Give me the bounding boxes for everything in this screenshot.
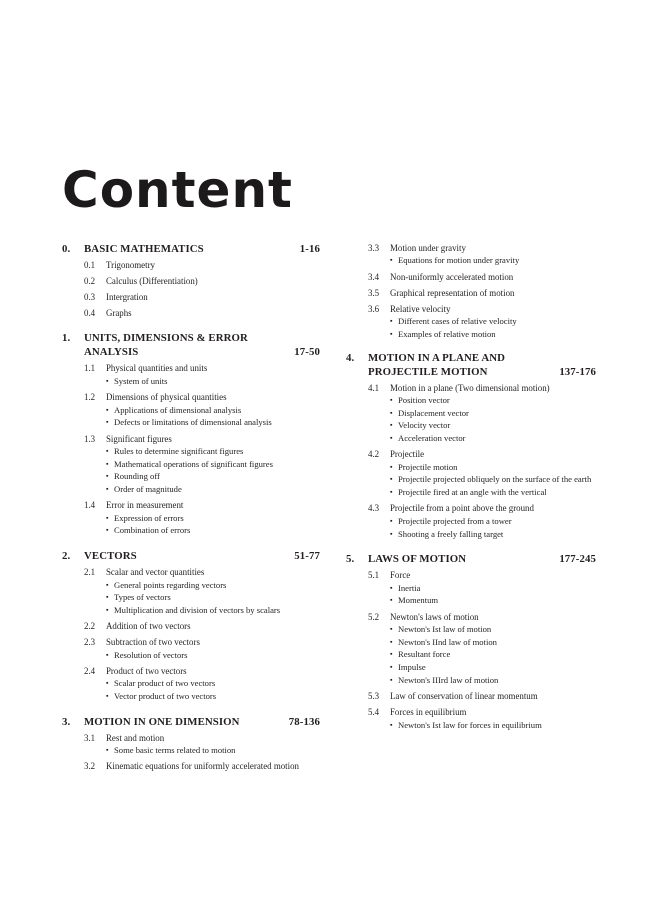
toc-section-row: [84, 760, 320, 772]
chapter-heading: [62, 715, 320, 729]
section-number: 4.3: [368, 503, 380, 514]
chapter-title: [62, 715, 283, 729]
toc-section: [368, 502, 596, 540]
section-bullet-list: [390, 461, 596, 499]
subtopic-item: [106, 690, 320, 703]
subtopic-item: [106, 375, 320, 388]
subtopic-item: [390, 594, 596, 607]
section-bullet-list: [390, 254, 596, 267]
toc-section: [368, 287, 596, 299]
chapter-title: [62, 331, 288, 359]
toc-section-row: [368, 569, 596, 581]
toc-section: [84, 566, 320, 617]
toc-section-row: [368, 303, 596, 315]
bullet-dot-icon: ▪: [106, 459, 109, 468]
subtopic-text: Mathematical operations of significant figures: [114, 458, 273, 469]
chapter-title-text: MOTION IN ONE DIMENSION: [84, 715, 240, 728]
toc-section-row: [368, 382, 596, 394]
chapter-heading: [62, 242, 320, 256]
section-number: 2.3: [84, 637, 96, 648]
subtopic-item: [106, 404, 320, 417]
section-title: Calculus (Differentiation): [106, 276, 198, 286]
chapter-page-range: 17-50: [294, 346, 320, 359]
section-number: 5.3: [368, 691, 380, 702]
section-number: 5.1: [368, 570, 380, 581]
section-title: Motion under gravity: [390, 243, 466, 253]
bullet-dot-icon: ▪: [390, 637, 393, 646]
subtopic-text: Expression of errors: [114, 512, 184, 523]
bullet-dot-icon: ▪: [390, 395, 393, 404]
toc-chapter: [62, 242, 320, 319]
section-number: 0.4: [84, 308, 96, 318]
bullet-dot-icon: ▪: [390, 421, 393, 430]
toc-section: [84, 391, 320, 429]
section-title: Non-uniformly accelerated motion: [390, 271, 514, 282]
section-number: 1.4: [84, 500, 96, 511]
section-number: 3.4: [368, 271, 380, 282]
subtopic-text: Resultant force: [398, 649, 451, 660]
page-title: Content: [62, 161, 293, 219]
chapter-title-text: MOTION IN A PLANE AND: [368, 351, 506, 364]
subtopic-text: Different cases of relative velocity: [398, 316, 517, 327]
bullet-dot-icon: ▪: [390, 329, 393, 338]
chapter-sections: [62, 732, 320, 773]
toc-section-row: [84, 499, 320, 511]
section-title: Graphical representation of motion: [390, 287, 515, 298]
section-number: 1.3: [84, 433, 96, 444]
subtopic-item: [106, 744, 320, 757]
toc-section: [368, 271, 596, 283]
section-number: 3.3: [368, 243, 380, 253]
toc-section-row: [84, 636, 320, 648]
chapter-page-range: 177-245: [559, 553, 596, 566]
subtopic-item: [390, 636, 596, 649]
bullet-dot-icon: ▪: [106, 418, 109, 427]
section-title: Subtraction of two vectors: [106, 637, 200, 648]
bullet-dot-icon: ▪: [106, 472, 109, 481]
subtopic-item: [390, 528, 596, 541]
section-title: Intergration: [106, 292, 148, 302]
toc-section: [84, 620, 320, 632]
toc-section: [84, 636, 320, 661]
subtopic-item: [106, 512, 320, 525]
section-title: Newton's laws of motion: [390, 611, 479, 622]
section-number: 4.2: [368, 449, 380, 460]
toc-section: [84, 760, 320, 772]
toc-section: [84, 307, 320, 319]
subtopic-text: Some basic terms related to motion: [114, 745, 236, 756]
bullet-dot-icon: ▪: [106, 513, 109, 522]
toc-chapter: [62, 715, 320, 773]
subtopic-item: [390, 515, 596, 528]
subtopic-item: [106, 579, 320, 592]
bullet-dot-icon: ▪: [106, 605, 109, 614]
section-number: 1.1: [84, 363, 96, 374]
subtopic-item: [390, 394, 596, 407]
bullet-dot-icon: ▪: [390, 675, 393, 684]
section-bullet-list: [106, 744, 320, 757]
bullet-dot-icon: ▪: [390, 256, 393, 265]
subtopic-item: [390, 315, 596, 328]
section-number: 3.2: [84, 761, 96, 772]
subtopic-item: [390, 432, 596, 445]
toc-section-row: [84, 620, 320, 632]
subtopic-item: [390, 719, 596, 732]
chapter-title: [62, 549, 288, 563]
subtopic-item: [106, 604, 320, 617]
subtopic-item: [390, 473, 596, 486]
section-title: Forces in equilibrium: [390, 707, 467, 718]
chapter-page-range: 78-136: [288, 715, 320, 728]
toc-section: [368, 448, 596, 499]
toc-section-row: [368, 242, 596, 254]
toc-section: [84, 732, 320, 757]
chapter-number: 5.: [346, 553, 355, 566]
toc-section: [84, 433, 320, 496]
chapter-page-range: 137-176: [559, 365, 596, 378]
subtopic-text: Newton's IInd law of motion: [398, 636, 497, 647]
chapter-heading: [62, 549, 320, 563]
section-title: Projectile from a point above the ground: [390, 503, 534, 514]
toc-section-row: [84, 362, 320, 374]
chapter-number: 3.: [62, 715, 71, 728]
subtopic-text: General points regarding vectors: [114, 579, 227, 590]
bullet-dot-icon: ▪: [390, 650, 393, 659]
section-bullet-list: [106, 579, 320, 617]
subtopic-item: [390, 407, 596, 420]
bullet-dot-icon: ▪: [390, 434, 393, 443]
section-title: Physical quantities and units: [106, 363, 208, 374]
toc-section-row: [84, 732, 320, 744]
bullet-dot-icon: ▪: [106, 526, 109, 535]
toc-chapter: [62, 331, 320, 537]
toc-section-row: [84, 391, 320, 403]
subtopic-text: Vector product of two vectors: [114, 691, 217, 702]
bullet-dot-icon: ▪: [390, 475, 393, 484]
chapter-title: [346, 552, 553, 566]
subtopic-item: [106, 591, 320, 604]
subtopic-text: Inertia: [398, 582, 421, 593]
subtopic-text: Newton's Ist law for forces in equilibrium: [398, 719, 542, 730]
bullet-dot-icon: ▪: [390, 529, 393, 538]
subtopic-item: [390, 461, 596, 474]
toc-section: [84, 291, 320, 303]
toc-section-row: [368, 287, 596, 299]
subtopic-text: Newton's Ist law of motion: [398, 624, 492, 635]
toc-section: [368, 569, 596, 607]
bullet-dot-icon: ▪: [106, 679, 109, 688]
toc-section-row: [368, 611, 596, 623]
subtopic-text: Newton's IIIrd law of motion: [398, 674, 499, 685]
chapter-sections: [62, 259, 320, 319]
chapter-number: 2.: [62, 550, 71, 563]
subtopic-text: Acceleration vector: [398, 433, 466, 444]
subtopic-text: Rounding off: [114, 471, 160, 482]
bullet-dot-icon: ▪: [390, 625, 393, 634]
section-title: Scalar and vector quantities: [106, 567, 205, 578]
chapter-title-line2: PROJECTILE MOTION: [368, 365, 488, 378]
subtopic-item: [390, 419, 596, 432]
bullet-dot-icon: ▪: [390, 583, 393, 592]
section-title: Force: [390, 570, 411, 581]
toc-section-row: [368, 690, 596, 702]
section-number: 0.3: [84, 292, 96, 302]
subtopic-item: [390, 582, 596, 595]
toc-section-row: [368, 271, 596, 283]
subtopic-item: [390, 661, 596, 674]
subtopic-text: Projectile projected from a tower: [398, 515, 512, 526]
bullet-dot-icon: ▪: [106, 746, 109, 755]
section-title: Dimensions of physical quantities: [106, 392, 227, 403]
subtopic-item: [106, 470, 320, 483]
section-title: Trigonometry: [106, 260, 155, 270]
subtopic-item: [390, 486, 596, 499]
subtopic-text: Momentum: [398, 595, 439, 606]
toc-section-row: [368, 448, 596, 460]
section-title: Law of conservation of linear momentum: [390, 691, 538, 702]
subtopic-item: [106, 445, 320, 458]
subtopic-text: Scalar product of two vectors: [114, 678, 216, 689]
chapter-heading: [346, 351, 596, 379]
section-bullet-list: [390, 623, 596, 687]
chapter-sections: [346, 569, 596, 731]
section-bullet-list: [106, 677, 320, 702]
chapter-heading: [62, 331, 320, 359]
toc-section: [368, 382, 596, 445]
toc-section-row: [368, 502, 596, 514]
section-bullet-list: [106, 649, 320, 662]
subtopic-text: Applications of dimensional analysis: [114, 404, 242, 415]
subtopic-text: Equations for motion under gravity: [398, 255, 520, 266]
subtopic-text: Impulse: [398, 662, 426, 673]
section-bullet-list: [390, 394, 596, 445]
bullet-dot-icon: ▪: [390, 408, 393, 417]
section-bullet-list: [106, 375, 320, 388]
section-title: Product of two vectors: [106, 665, 187, 676]
chapter-title-text: LAWS OF MOTION: [368, 553, 467, 566]
toc-right-column: [346, 242, 596, 735]
bullet-dot-icon: ▪: [390, 317, 393, 326]
subtopic-text: Projectile motion: [398, 461, 458, 472]
subtopic-item: [106, 483, 320, 496]
toc-section: [368, 690, 596, 702]
toc-section-row: [368, 706, 596, 718]
subtopic-text: Order of magnitude: [114, 484, 182, 495]
toc-section: [84, 259, 320, 271]
chapter-title-line2: ANALYSIS: [84, 346, 139, 359]
subtopic-item: [106, 649, 320, 662]
chapter-sections: [62, 362, 320, 537]
subtopic-text: Resolution of vectors: [114, 649, 188, 660]
subtopic-item: [390, 623, 596, 636]
toc-section: [84, 275, 320, 287]
section-number: 2.4: [84, 665, 96, 676]
bullet-dot-icon: ▪: [390, 663, 393, 672]
section-number: 0.1: [84, 260, 96, 270]
section-bullet-list: [106, 404, 320, 429]
section-number: 3.6: [368, 303, 380, 314]
section-number: 4.1: [368, 382, 380, 393]
subtopic-text: Position vector: [398, 394, 450, 405]
subtopic-item: [390, 648, 596, 661]
chapter-title: [62, 242, 294, 256]
section-bullet-list: [106, 445, 320, 496]
subtopic-text: Multiplication and division of vectors by scalars: [114, 604, 281, 615]
bullet-dot-icon: ▪: [106, 593, 109, 602]
section-number: 3.1: [84, 732, 96, 743]
toc-chapter: [346, 552, 596, 731]
section-title: Projectile: [390, 449, 425, 460]
section-bullet-list: [390, 582, 596, 607]
section-title: Significant figures: [106, 433, 172, 444]
section-number: 3.5: [368, 287, 380, 298]
toc-section: [84, 362, 320, 387]
section-bullet-list: [106, 512, 320, 537]
chapter-title-text: VECTORS: [84, 550, 137, 563]
bullet-dot-icon: ▪: [390, 488, 393, 497]
bullet-dot-icon: ▪: [106, 485, 109, 494]
bullet-dot-icon: ▪: [106, 692, 109, 701]
toc-section-row: [84, 291, 320, 303]
chapter-title: [346, 351, 553, 379]
subtopic-item: [106, 416, 320, 429]
bullet-dot-icon: ▪: [106, 650, 109, 659]
section-bullet-list: [390, 315, 596, 340]
section-title: Addition of two vectors: [106, 621, 191, 632]
bullet-dot-icon: ▪: [106, 376, 109, 385]
subtopic-text: Rules to determine significant figures: [114, 445, 244, 456]
bullet-dot-icon: ▪: [390, 596, 393, 605]
subtopic-text: System of units: [114, 375, 168, 386]
chapter-page-range: 1-16: [299, 243, 320, 255]
chapter-number: 4.: [346, 351, 355, 364]
section-title: Relative velocity: [390, 303, 451, 314]
subtopic-text: Velocity vector: [398, 420, 451, 431]
subtopic-text: Examples of relative motion: [398, 328, 496, 339]
section-title: Error in measurement: [106, 500, 184, 511]
subtopic-text: Defects or limitations of dimensional analysis: [114, 417, 272, 428]
chapter-page-range: 51-77: [294, 550, 320, 563]
subtopic-item: [390, 254, 596, 267]
toc-chapter: [346, 351, 596, 541]
toc-section: [368, 611, 596, 687]
subtopic-text: Projectile fired at an angle with the vertical: [398, 487, 547, 498]
subtopic-text: Projectile projected obliquely on the surface of the earth: [398, 474, 592, 485]
toc-left-column: [62, 242, 320, 776]
chapter-sections: [346, 382, 596, 541]
subtopic-text: Shooting a freely falling target: [398, 528, 504, 539]
subtopic-item: [106, 524, 320, 537]
toc-section: [84, 665, 320, 703]
continued-sections: [346, 242, 596, 341]
subtopic-item: [390, 674, 596, 687]
section-bullet-list: [390, 515, 596, 540]
section-number: 2.2: [84, 621, 96, 632]
section-number: 5.4: [368, 707, 380, 718]
toc-section-row: [84, 307, 320, 319]
subtopic-item: [106, 458, 320, 471]
bullet-dot-icon: ▪: [106, 580, 109, 589]
subtopic-text: Types of vectors: [114, 592, 171, 603]
toc-section-row: [84, 259, 320, 271]
bullet-dot-icon: ▪: [390, 462, 393, 471]
subtopic-item: [390, 328, 596, 341]
toc-chapter: [62, 549, 320, 703]
section-title: Graphs: [106, 308, 132, 318]
section-number: 5.2: [368, 611, 380, 622]
toc-section-row: [84, 665, 320, 677]
toc-section: [368, 303, 596, 341]
chapter-sections: [62, 566, 320, 703]
section-number: 2.1: [84, 567, 96, 578]
section-number: 1.2: [84, 392, 96, 403]
section-number: 0.2: [84, 276, 96, 286]
chapter-number: 0.: [62, 243, 71, 255]
toc-section: [84, 499, 320, 537]
section-title: Motion in a plane (Two dimensional motion): [390, 382, 550, 393]
toc-section: [368, 242, 596, 267]
chapter-title-text: UNITS, DIMENSIONS & ERROR: [84, 332, 248, 345]
chapter-heading: [346, 552, 596, 566]
toc-section-row: [84, 275, 320, 287]
subtopic-text: Combination of errors: [114, 525, 191, 536]
section-bullet-list: [390, 719, 596, 732]
bullet-dot-icon: ▪: [106, 405, 109, 414]
chapter-number: 1.: [62, 332, 71, 345]
chapter-title-text: BASIC MATHEMATICS: [84, 243, 204, 255]
subtopic-text: Displacement vector: [398, 407, 469, 418]
subtopic-item: [106, 677, 320, 690]
section-title: Rest and motion: [106, 732, 165, 743]
toc-section-row: [84, 433, 320, 445]
toc-section-row: [84, 566, 320, 578]
bullet-dot-icon: ▪: [106, 446, 109, 455]
bullet-dot-icon: ▪: [390, 516, 393, 525]
toc-section: [368, 706, 596, 731]
section-title: Kinematic equations for uniformly accelerated motion: [106, 761, 299, 772]
bullet-dot-icon: ▪: [390, 720, 393, 729]
